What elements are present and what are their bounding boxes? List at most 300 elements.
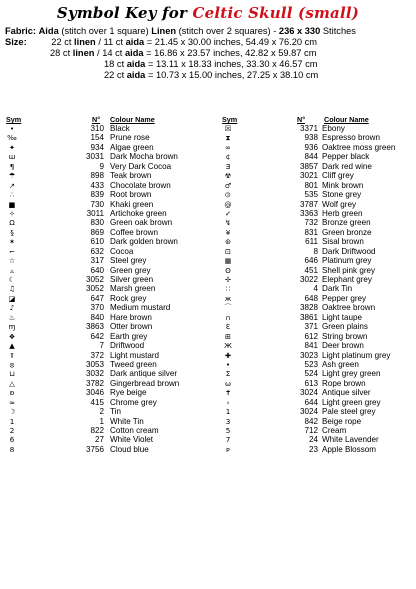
- symbol-icon: Ω: [9, 218, 15, 228]
- colour-name: Apple Blossom: [322, 444, 376, 454]
- key-row: [2, 190, 192, 199]
- colour-name: Chrome grey: [110, 397, 157, 407]
- key-row: [2, 360, 192, 369]
- colour-name: Green plains: [322, 322, 368, 332]
- colour-name: Green bronze: [322, 227, 372, 237]
- colour-name: Prune rose: [110, 133, 150, 143]
- floss-number: 839: [90, 190, 104, 200]
- floss-number: 3032: [85, 369, 104, 379]
- floss-number: 317: [90, 256, 104, 266]
- symbol-icon: ⦶: [225, 190, 231, 200]
- size-2-c: / 14 ct: [94, 48, 125, 58]
- floss-number: 612: [304, 331, 318, 341]
- symbol-icon: Ǝ: [225, 161, 231, 171]
- key-row: [218, 341, 414, 350]
- symbol-icon: ω: [224, 378, 232, 388]
- floss-number: 831: [304, 227, 318, 237]
- colour-name: Pepper grey: [322, 293, 367, 303]
- floss-number: 712: [304, 426, 318, 435]
- key-row: [218, 426, 414, 435]
- floss-number: 3011: [86, 208, 104, 218]
- colour-name: Pepper black: [322, 152, 370, 162]
- floss-number: 2: [99, 407, 104, 417]
- colour-name: Platinum grey: [322, 256, 372, 266]
- colour-name: Earth grey: [110, 331, 148, 341]
- key-row: [218, 200, 414, 209]
- key-row: [218, 322, 414, 331]
- symbol-icon: Σ: [225, 369, 231, 379]
- floss-number: 898: [90, 171, 104, 181]
- fabric-label: Fabric:: [5, 26, 36, 36]
- floss-number: 3052: [85, 284, 104, 294]
- symbol-icon: ∞: [225, 142, 231, 152]
- symbol-icon: ⦻: [9, 359, 15, 369]
- key-row: [218, 162, 414, 171]
- colour-name: Dark Tin: [322, 284, 353, 294]
- symbol-icon: ∷: [225, 284, 231, 294]
- page-title: [0, 4, 416, 22]
- key-row: [2, 143, 192, 152]
- key-row: [2, 294, 192, 303]
- key-row: [2, 209, 192, 218]
- symbol-icon: ✚: [224, 350, 232, 360]
- key-row: [218, 152, 414, 161]
- floss-number: 3021: [299, 171, 318, 181]
- symbol-icon: ✢: [224, 275, 232, 284]
- size-3-e: = 13.11 x 18.33 inches, 33.30 x 46.57 cm: [145, 59, 318, 69]
- floss-number: 451: [304, 265, 318, 275]
- symbol-icon: 1: [9, 416, 15, 426]
- symbol-icon: ш: [8, 152, 16, 162]
- symbol-icon: 1: [225, 407, 231, 417]
- floss-number: 642: [90, 331, 104, 341]
- colour-name: Antique silver: [322, 388, 371, 398]
- floss-number: 869: [90, 227, 104, 237]
- key-row: [218, 275, 414, 284]
- key-row: [218, 247, 414, 256]
- symbol-icon: ☢: [224, 171, 232, 181]
- floss-number: 23: [308, 444, 318, 454]
- key-row: [218, 124, 414, 133]
- size-1-b: linen: [74, 37, 96, 47]
- colour-name: Very Dark Cocoa: [110, 161, 172, 171]
- size-2-a: 28 ct: [50, 48, 73, 58]
- key-row: [218, 398, 414, 407]
- colour-name: Khaki green: [110, 199, 154, 209]
- symbol-icon: ◪: [8, 293, 16, 303]
- symbol-icon: 3: [225, 416, 231, 426]
- floss-number: 732: [304, 218, 318, 228]
- fabric-linen-note: (stitch over 2 squares) -: [178, 26, 277, 36]
- floss-number: 24: [308, 435, 318, 445]
- colour-name: Otter brown: [110, 322, 153, 332]
- floss-number: 640: [90, 265, 104, 275]
- colour-name: Marsh green: [110, 284, 156, 294]
- floss-number: 840: [90, 312, 104, 322]
- key-row: [218, 445, 414, 454]
- colour-name: Green grey: [110, 265, 151, 275]
- symbol-icon: ⌐: [8, 246, 16, 256]
- key-row: [218, 388, 414, 397]
- floss-number: 7: [99, 341, 104, 351]
- size-3-d: aida: [126, 59, 146, 69]
- key-row: [218, 435, 414, 444]
- floss-number: 648: [304, 293, 318, 303]
- floss-number: 3787: [299, 199, 318, 209]
- symbol-icon: ☆: [8, 256, 16, 266]
- right-name-header: Colour Name: [324, 115, 369, 124]
- title-highlight: Celtic Skull (small): [192, 4, 360, 22]
- symbol-icon: ʘ: [225, 265, 231, 275]
- colour-name: Cotton cream: [110, 426, 159, 435]
- colour-name: Wolf grey: [322, 199, 357, 209]
- size-4-a: 22 ct: [104, 70, 127, 80]
- colour-name: White Violet: [110, 435, 154, 445]
- key-row: [218, 133, 414, 142]
- colour-name: String brown: [322, 331, 368, 341]
- key-row: [2, 426, 192, 435]
- key-row: [218, 332, 414, 341]
- symbol-icon: ✓: [224, 208, 232, 218]
- key-row: [218, 209, 414, 218]
- symbol-icon: ▵: [10, 265, 14, 275]
- symbol-icon: ¢: [225, 152, 231, 162]
- key-row: [218, 417, 414, 426]
- key-row: [2, 237, 192, 246]
- floss-number: 154: [90, 133, 104, 143]
- colour-name: Oaktree moss green: [322, 142, 396, 152]
- symbol-icon: ☽: [8, 407, 16, 417]
- colour-name: White Lavender: [322, 435, 379, 445]
- symbol-icon: 6: [9, 435, 15, 445]
- key-row: [2, 133, 192, 142]
- key-row: [2, 369, 192, 378]
- size-4-e: = 10.73 x 15.00 inches, 27.25 x 38.10 cm: [145, 70, 319, 80]
- symbol-icon: @: [224, 199, 232, 209]
- key-row: [2, 332, 192, 341]
- key-row: [218, 369, 414, 378]
- symbol-icon: •: [9, 124, 15, 133]
- floss-number: 938: [304, 133, 318, 143]
- floss-number: 9: [99, 161, 104, 171]
- colour-name: Gingerbread brown: [110, 378, 180, 388]
- key-row: [2, 322, 192, 331]
- floss-number: 3024: [299, 407, 318, 417]
- right-key-column: [218, 124, 414, 454]
- colour-name: Root brown: [110, 190, 152, 200]
- floss-number: 3046: [85, 388, 104, 398]
- colour-name: Mink brown: [322, 180, 364, 190]
- floss-number: 3756: [85, 444, 104, 454]
- key-row: [2, 152, 192, 161]
- key-row: [218, 303, 414, 312]
- key-row: [2, 407, 192, 416]
- symbol-icon: 5: [225, 426, 231, 435]
- symbol-icon: ∩: [225, 312, 231, 322]
- colour-name: Pale steel grey: [322, 407, 376, 417]
- key-row: [2, 256, 192, 265]
- key-row: [2, 341, 192, 350]
- key-row: [2, 379, 192, 388]
- colour-name: Algae green: [110, 142, 154, 152]
- floss-number: 610: [90, 237, 104, 247]
- key-row: [2, 266, 192, 275]
- key-row: [2, 303, 192, 312]
- floss-number: 8: [313, 246, 318, 256]
- key-row: [218, 190, 414, 199]
- colour-name: Cream: [322, 426, 347, 435]
- floss-number: 844: [304, 152, 318, 162]
- key-row: [2, 181, 192, 190]
- symbol-icon: ⫪: [9, 350, 15, 360]
- floss-number: 3022: [299, 275, 318, 284]
- symbol-icon: ʚ: [9, 388, 15, 398]
- floss-number: 613: [304, 378, 318, 388]
- symbol-icon: ✝: [224, 388, 232, 398]
- colour-name: Stone grey: [322, 190, 362, 200]
- floss-number: 936: [304, 142, 318, 152]
- colour-name: Oaktree brown: [322, 303, 376, 313]
- key-row: [218, 181, 414, 190]
- key-row: [218, 379, 414, 388]
- colour-name: Rock grey: [110, 293, 147, 303]
- colour-name: Silver green: [110, 275, 154, 284]
- symbol-icon: ♫: [8, 284, 16, 294]
- key-row: [218, 266, 414, 275]
- symbol-icon: ♨: [8, 312, 16, 322]
- symbol-icon: ᴘ: [226, 444, 230, 454]
- symbol-icon: ♪: [9, 303, 15, 313]
- key-row: [2, 162, 192, 171]
- key-row: [218, 284, 414, 293]
- symbol-icon: ⊡: [224, 246, 232, 256]
- size-1-e: = 21.45 x 30.00 inches, 54.49 x 76.20 cm: [144, 37, 318, 47]
- symbol-icon: ✧: [8, 208, 16, 218]
- floss-number: 3371: [299, 124, 318, 133]
- symbol-icon: ↗: [8, 180, 16, 190]
- key-row: [2, 200, 192, 209]
- colour-name: White Tin: [110, 416, 144, 426]
- left-num-header: N°: [92, 115, 101, 124]
- colour-name: Deer brown: [322, 341, 364, 351]
- colour-name: Cloud blue: [110, 444, 149, 454]
- size-4-d: aida: [126, 70, 146, 80]
- floss-number: 524: [304, 369, 318, 379]
- colour-name: Driftwood: [110, 341, 145, 351]
- floss-number: 372: [90, 350, 104, 360]
- symbol-icon: ¶: [9, 161, 15, 171]
- fabric-line: [5, 26, 356, 37]
- floss-number: 611: [305, 237, 318, 247]
- symbol-icon: Ɛ: [225, 322, 231, 332]
- fabric-stitches-label: Stitches: [322, 26, 356, 36]
- floss-number: 370: [90, 303, 104, 313]
- floss-number: 841: [304, 341, 318, 351]
- left-name-header: Colour Name: [110, 115, 155, 124]
- symbol-icon: ⌒: [224, 303, 232, 313]
- key-row: [2, 398, 192, 407]
- symbol-icon: ¥: [225, 227, 231, 237]
- fabric-linen: Linen: [151, 26, 177, 36]
- key-row: [2, 124, 192, 133]
- floss-number: 3363: [299, 208, 318, 218]
- floss-number: 3861: [299, 312, 318, 322]
- colour-name: Tweed green: [110, 359, 157, 369]
- size-line-2: [50, 48, 316, 59]
- floss-number: 433: [90, 180, 104, 190]
- colour-name: Coffee brown: [110, 227, 158, 237]
- size-line-3: [104, 59, 318, 70]
- symbol-icon: ▲: [9, 341, 15, 351]
- symbol-icon: ⊛: [224, 237, 232, 247]
- key-row: [2, 445, 192, 454]
- symbol-icon: §: [10, 227, 14, 237]
- fabric-aida-note: (stitch over 1 square): [61, 26, 149, 36]
- symbol-icon: ♂: [224, 180, 232, 190]
- colour-name: Tin: [110, 407, 121, 417]
- symbol-icon: ■: [8, 199, 16, 209]
- symbol-icon: 2: [9, 426, 15, 435]
- colour-name: Herb green: [322, 208, 363, 218]
- colour-name: Dark golden brown: [110, 237, 178, 247]
- symbol-icon: ɱ: [8, 322, 16, 332]
- colour-name: Dark Mocha brown: [110, 152, 178, 162]
- key-row: [218, 351, 414, 360]
- symbol-icon: ⊞: [224, 331, 232, 341]
- floss-number: 4: [313, 284, 318, 294]
- colour-name: Dark antique silver: [110, 369, 178, 379]
- floss-number: 1: [99, 416, 104, 426]
- key-row: [2, 171, 192, 180]
- floss-number: 842: [304, 416, 318, 426]
- size-3-a: 18 ct: [104, 59, 127, 69]
- floss-number: 3857: [299, 161, 318, 171]
- key-row: [2, 218, 192, 227]
- symbol-icon: ✦: [8, 142, 16, 152]
- key-row: [2, 275, 192, 284]
- symbol-icon: △: [9, 378, 15, 388]
- size-1-d: aida: [125, 37, 145, 47]
- size-2-d: aida: [124, 48, 144, 58]
- key-row: [2, 351, 192, 360]
- floss-number: 310: [90, 124, 104, 133]
- floss-number: 644: [304, 397, 318, 407]
- size-line-4: [104, 70, 318, 81]
- symbol-icon: ❖: [8, 331, 16, 341]
- floss-number: 3828: [299, 303, 318, 313]
- key-row: [218, 294, 414, 303]
- floss-number: 3053: [85, 359, 104, 369]
- colour-name: Hare brown: [110, 312, 152, 322]
- symbol-icon: ⧗: [225, 133, 231, 143]
- symbol-icon: ∴: [9, 190, 15, 200]
- symbol-icon: •: [225, 359, 231, 369]
- colour-name: Light mustard: [110, 350, 160, 360]
- floss-number: 535: [304, 190, 318, 200]
- colour-name: Green oak brown: [110, 218, 173, 228]
- colour-name: Black: [110, 124, 130, 133]
- floss-number: 730: [90, 199, 104, 209]
- key-row: [218, 237, 414, 246]
- floss-number: 822: [90, 426, 104, 435]
- symbol-icon: 7: [225, 435, 231, 445]
- floss-number: 934: [90, 142, 104, 152]
- fabric-stitches: 236 x 330: [278, 26, 321, 36]
- colour-name: Beige rope: [322, 416, 362, 426]
- symbol-icon: 8: [9, 444, 15, 454]
- colour-name: Chocolate brown: [110, 180, 171, 190]
- colour-name: Rope brown: [322, 378, 366, 388]
- colour-name: Light grey green: [322, 369, 381, 379]
- colour-name: Dark Driftwood: [322, 246, 376, 256]
- colour-name: Cliff grey: [322, 171, 354, 181]
- symbol-icon: ⊔: [9, 369, 15, 379]
- symbol-icon: ☂: [8, 171, 16, 181]
- colour-name: Shell pink grey: [322, 265, 376, 275]
- floss-number: 27: [94, 435, 104, 445]
- key-row: [2, 228, 192, 237]
- floss-number: 3031: [85, 152, 104, 162]
- key-row: [218, 313, 414, 322]
- floss-number: 830: [90, 218, 104, 228]
- floss-number: 646: [304, 256, 318, 266]
- right-sym-header: Sym: [222, 115, 238, 124]
- floss-number: 371: [304, 322, 318, 332]
- floss-number: 3052: [85, 275, 104, 284]
- symbol-icon: ‰: [7, 133, 17, 143]
- symbol-icon: ☒: [224, 124, 232, 133]
- floss-number: 801: [304, 180, 318, 190]
- key-row: [2, 313, 192, 322]
- size-line-1: [5, 37, 317, 48]
- size-2-b: linen: [72, 48, 95, 58]
- colour-name: Teak brown: [110, 171, 152, 181]
- key-row: [218, 360, 414, 369]
- key-row: [2, 247, 192, 256]
- colour-name: Rye beige: [110, 388, 147, 398]
- size-label: Size:: [5, 37, 27, 47]
- size-1-c: / 11 ct: [95, 37, 126, 47]
- colour-name: Ebony: [322, 124, 345, 133]
- fabric-aida: Aida: [38, 26, 59, 36]
- left-key-column: [2, 124, 192, 454]
- colour-name: Steel grey: [110, 256, 147, 266]
- symbol-icon: ж: [224, 293, 232, 303]
- floss-number: 647: [90, 293, 104, 303]
- key-row: [2, 435, 192, 444]
- colour-name: Artichoke green: [110, 208, 167, 218]
- key-row: [218, 218, 414, 227]
- colour-name: Sisal brown: [322, 237, 364, 247]
- symbol-icon: ↯: [224, 218, 232, 228]
- colour-name: Medium mustard: [110, 303, 171, 313]
- right-num-header: N°: [297, 115, 306, 124]
- colour-name: Dark red wine: [322, 161, 372, 171]
- key-row: [218, 143, 414, 152]
- floss-number: 3023: [299, 350, 318, 360]
- key-row: [2, 417, 192, 426]
- key-row: [218, 228, 414, 237]
- left-sym-header: Sym: [6, 115, 22, 124]
- size-1-a: 22 ct: [51, 37, 75, 47]
- key-row: [2, 388, 192, 397]
- colour-name: Light taupe: [322, 312, 363, 322]
- floss-number: 415: [90, 397, 104, 407]
- key-row: [218, 407, 414, 416]
- colour-name: Light platinum grey: [322, 350, 391, 360]
- symbol-icon: ✶: [8, 237, 16, 247]
- title-prefix: Symbol Key for: [56, 4, 188, 22]
